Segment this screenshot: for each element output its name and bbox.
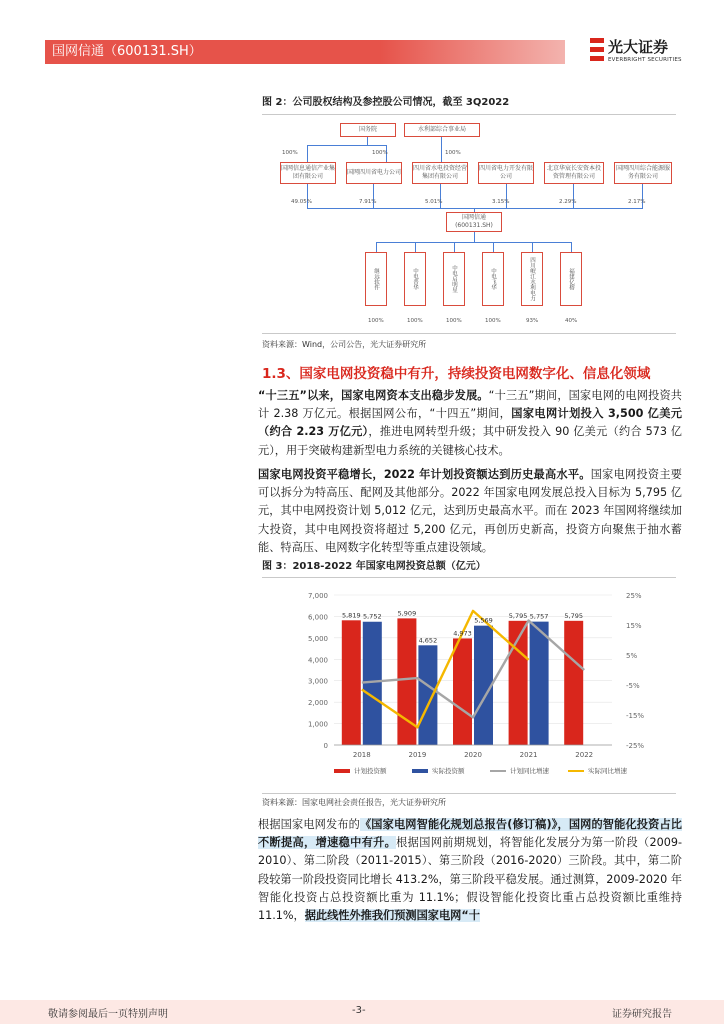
bar-value-label: 5,569 — [474, 616, 493, 625]
subsidiary-box: 继远软件 — [365, 252, 387, 306]
x-tick-label: 2022 — [575, 751, 594, 759]
shareholder-pct: 3.15% — [492, 199, 510, 205]
shareholder-pct: 5.01% — [425, 199, 443, 205]
bar-value-label: 5,752 — [362, 612, 382, 621]
y-left-tick-label: 5,000 — [307, 634, 328, 643]
paragraph-1-text-2: ，推进电网转型升级；其中研发投入 90 亿美元（约合 573 亿元），用于突破构建新型电力系统的关键核心技术。 — [258, 425, 682, 457]
everbright-logo-icon — [590, 38, 604, 62]
subsidiary-pct: 100% — [485, 318, 501, 324]
legend-label: 实际同比增速 — [588, 767, 627, 775]
y-left-tick-label: 7,000 — [307, 592, 328, 600]
shareholder-box: 国网四川省电力公司 — [346, 162, 402, 184]
shareholder-pct: 7.91% — [359, 199, 377, 205]
figure3-rule — [262, 577, 676, 578]
legend-label: 计划投资额 — [354, 767, 387, 775]
subsidiary-box: 福建亿榕 — [560, 252, 582, 306]
investment-chart — [262, 580, 676, 790]
footer-report-type: 证券研究报告 — [612, 1009, 672, 1020]
section-title: 1.3、国家电网投资稳中有升，持续投资电网数字化、信息化领域 — [262, 366, 651, 382]
subsidiary-box: 中电普华 — [404, 252, 426, 306]
y-right-tick-label: -15% — [626, 712, 645, 720]
y-left-tick-label: 6,000 — [307, 613, 328, 622]
bar-planned — [453, 638, 472, 745]
bar-planned — [342, 620, 361, 745]
logo-subtext: EVERBRIGHT SECURITIES — [608, 57, 682, 63]
y-left-tick-label: 0 — [323, 742, 328, 750]
y-left-tick-label: 4,000 — [307, 656, 328, 665]
company-node: 国网信通 (600131.SH) — [446, 212, 502, 232]
planned-growth-line — [362, 621, 584, 718]
figure3-source: 资料来源：国家电网社会责任报告，光大证券研究所 — [262, 798, 446, 807]
shareholder-pct: 2.17% — [628, 199, 646, 205]
paragraph-3-lead: 《国家电网智能化规划总报告(修订稿)》，国网的智能化投资占比不断提高，增速稳中有升。 — [258, 818, 682, 850]
report-header-title: 国网信通（600131.SH） — [52, 44, 202, 59]
x-tick-label: 2019 — [408, 751, 427, 759]
shareholder-box: 国网四川综合能源服务有限公司 — [614, 162, 672, 184]
legend-swatch — [334, 769, 350, 773]
paragraph-1-emphasis: 国家电网计划投入 3,500 亿美元（约合 2.23 万亿元） — [258, 407, 682, 439]
bar-value-label: 4,973 — [453, 629, 472, 638]
shareholder-box: 四川省水电投资经营集团有限公司 — [412, 162, 468, 184]
subsidiary-box: 中电飞华 — [482, 252, 504, 306]
legend-label: 计划同比增速 — [510, 767, 549, 775]
bar-value-label: 5,757 — [529, 612, 549, 621]
figure2-rule — [262, 114, 676, 115]
top-node-state-council: 国务院 — [340, 123, 396, 137]
bar-value-label: 5,909 — [397, 609, 417, 618]
shareholder-pct: 2.29% — [559, 199, 577, 205]
bar-planned — [564, 621, 583, 745]
x-tick-label: 2020 — [464, 751, 482, 759]
legend-swatch — [412, 769, 428, 773]
page-number: -3- — [352, 1005, 366, 1016]
y-right-tick-label: -5% — [626, 682, 640, 690]
paragraph-2-lead: 国家电网投资平稳增长，2022 年计划投资额达到历史最高水平。 — [258, 468, 591, 481]
shareholder-box: 四川省电力开发有限公司 — [478, 162, 534, 184]
top-pct-1: 100% — [282, 150, 298, 156]
subsidiary-pct: 40% — [565, 318, 578, 324]
subsidiary-box: 四川岷江水利电力 — [521, 252, 543, 306]
header-band-fade — [380, 40, 565, 64]
bar-value-label: 5,795 — [564, 611, 584, 620]
figure3-bottom-rule — [262, 793, 676, 794]
figure3-title: 图 3：2018-2022 年国家电网投资总额（亿元） — [262, 561, 486, 572]
paragraph-2 — [258, 466, 682, 557]
shareholder-box: 国网信息通信产业集团有限公司 — [280, 162, 336, 184]
top-node-water-bureau: 水利部综合事业局 — [404, 123, 480, 137]
y-right-tick-label: 5% — [626, 652, 638, 660]
shareholder-box: 北京华宸长安资本投资管理有限公司 — [544, 162, 604, 184]
logo-text: 光大证券 — [608, 38, 669, 56]
figure2-source: 资料来源：Wind，公司公告，光大证券研究所 — [262, 340, 427, 349]
paragraph-1-lead: “十三五”以来，国家电网资本支出稳步发展。 — [258, 389, 489, 402]
shareholder-pct: 49.05% — [291, 199, 312, 205]
bar-value-label: 5,819 — [341, 611, 361, 620]
subsidiary-pct: 93% — [526, 318, 539, 324]
footer-disclaimer: 敬请参阅最后一页特别声明 — [48, 1009, 168, 1020]
paragraph-3-emphasis: 据此线性外推我们预测国家电网“十 — [304, 909, 480, 923]
paragraph-3-text: 根据国网前期规划，将智能化发展分为第一阶段（2009-2010）、第二阶段（2011-2015）、第三阶段（2016-2020）三阶段。其中，第二阶段较第一阶段投资同比增长 413.2%，第三阶段平稳发展。通过测算，2009-2020 年智能化投资占总投资额比重为 11.1%；假设智能化投资比重占总投资额比重维持 11.1%， — [258, 836, 683, 923]
y-left-tick-label: 2,000 — [307, 699, 328, 708]
y-left-tick-label: 3,000 — [307, 677, 328, 686]
paragraph-1-text: “十三五”期间，国家电网的电网投资共计 2.38 万亿元。根据国网公布，“十四五”期间， — [258, 389, 682, 421]
subsidiary-pct: 100% — [446, 318, 462, 324]
y-right-tick-label: -25% — [626, 742, 645, 750]
y-left-tick-label: 1,000 — [307, 720, 328, 729]
paragraph-1 — [258, 387, 682, 460]
legend-label: 实际投资额 — [432, 767, 465, 775]
subsidiary-pct: 100% — [368, 318, 384, 324]
x-tick-label: 2021 — [519, 751, 538, 759]
actual-growth-line — [362, 611, 529, 727]
y-right-tick-label: 25% — [626, 592, 642, 600]
paragraph-2-text: 国家电网投资主要可以拆分为特高压、配网及其他部分。2022 年国家电网发展总投入目标为 5,795 亿元，其中电网投资计划 5,012 亿元，达到历史最高水平。而在 2023 年国网将继续加大投资，其中电网投资将超过 5,200 亿元，再创历史新高，投资方向聚焦于抽水蓄能、特高压、电网数字化转型等重点建设领域。 — [258, 468, 682, 554]
y-right-tick-label: 15% — [626, 622, 642, 630]
bar-value-label: 5,795 — [508, 611, 528, 620]
figure2-title: 图 2：公司股权结构及参控股公司情况，截至 3Q2022 — [262, 97, 510, 108]
paragraph-3 — [258, 816, 682, 925]
subsidiary-box: 中电启明星 — [443, 252, 465, 306]
top-pct-3: 100% — [445, 150, 461, 156]
paragraph-3-intro: 根据国家电网发布的 — [258, 818, 360, 831]
subsidiary-pct: 100% — [407, 318, 423, 324]
bar-actual — [418, 645, 437, 745]
bar-actual — [530, 622, 549, 745]
top-pct-2: 100% — [372, 150, 388, 156]
bar-value-label: 4,652 — [418, 636, 438, 645]
x-tick-label: 2018 — [352, 751, 371, 759]
figure2-bottom-rule — [262, 333, 676, 334]
